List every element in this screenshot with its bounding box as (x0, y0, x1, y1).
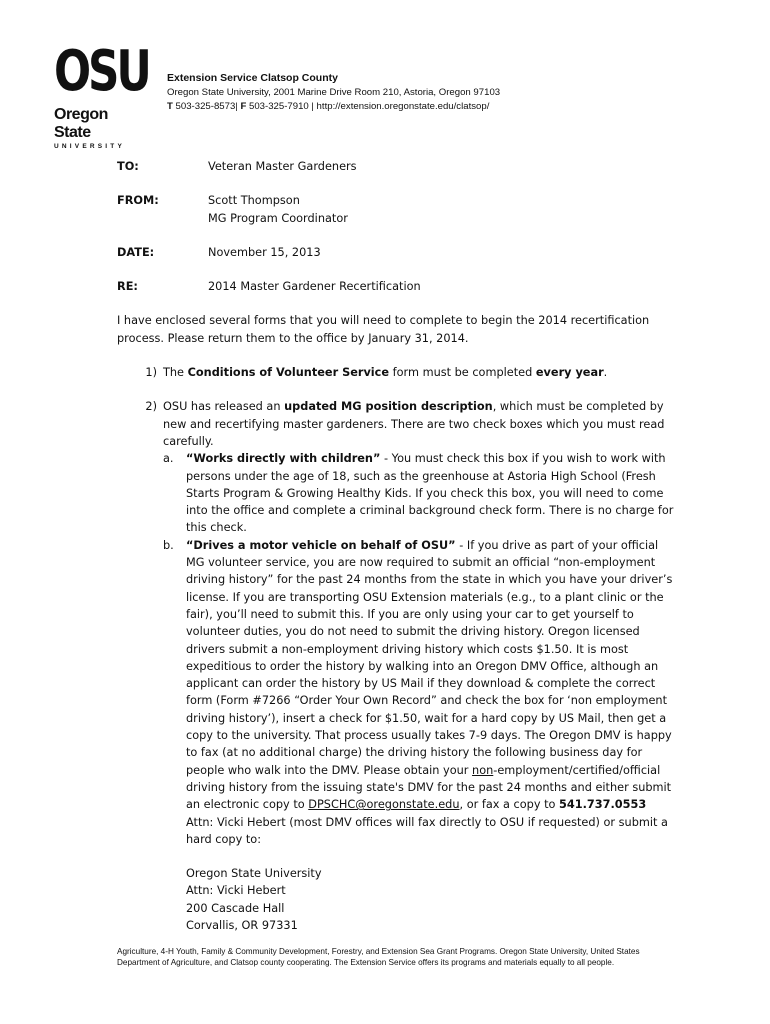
org-name: Extension Service Clatsop County (167, 72, 338, 84)
list-item-2: 2) OSU has released an updated MG position description, which must be completed by new and recertifying master gardeners. There are two check boxes which you must read carefully. a. “Works directly with children” - You must check this box if you wish to work with persons under the age of 18, such as the greenhouse at Astoria High School (Fresh Starts Program & Growing Healthy Kids. If you check this box, you will need to come into the office and complete a criminal background check form. There is no charge for this check. b. “Drives a motor vehicle on behalf of OSU” - If you drive as part of your official MG volunteer service, you are now required to submit an official “non-employment driving history” for the past 24 months from the state in which you have your driver’s license. If you are transporting OSU Extension materials (e.g., to a plant clinic or the fair), you’ll need to submit this. If you are only using your car to get yourself to volunteer duties, you do not need to submit the driving history. Oregon licensed drivers submit a non-employment driving history which costs $1.50. It is most expeditious to order the history by walking into an Oregon DMV Office, although an applicant can order the history by US Mail if they download & complete the correct form (Form #7266 “Order Your Own Record” and check the box for ‘non employment driving history’), insert a check for $1.50, wait for a hard copy by US Mail, then get a copy to the university. That process usually takes 7-9 days. The Oregon DMV is happy to fax (at no additional charge) the driving history the following business day for people who walk into the DMV. Please obtain your non-employment/certified/official driving history from the issuing state's DMV for the past 24 months and either submit an electronic copy to DPSCHC@oregonstate.edu, or fax a copy to 541.737.0553 Attn: Vicki Hebert (most DMV offices will fax directly to OSU if requested) or submit a hard copy to: Oregon State University Attn: Vicki Hebert 200 Cascade Hall Corvallis, OR 97331 (117, 398, 677, 934)
sub-item-b: b. “Drives a motor vehicle on behalf of OSU” - If you drive as part of your official MG volunteer service, you are now required to submit an official “non-employment driving history” for the past 24 months from the state in which you have your driver’s license. If you are transporting OSU Extension materials (e.g., to a plant clinic or the fair), you’ll need to submit this. If you are only using your car to get yourself to volunteer duties, you do not need to submit the driving history. Oregon licensed drivers submit a non-employment driving history which costs $1.50. It is most expeditious to order the history by walking into an Oregon DMV Office, although an applicant can order the history by US Mail if they download & complete the correct form (Form #7266 “Order Your Own Record” and check the box for ‘non employment driving history’), insert a check for $1.50, wait for a hard copy by US Mail, then get a copy to the university. That process usually takes 7-9 days. The Oregon DMV is happy to fax (at no additional charge) the driving history the following business day for people who walk into the DMV. Please obtain your non-employment/certified/official driving history from the issuing state's DMV for the past 24 months and either submit an electronic copy to DPSCHC@oregonstate.edu, or fax a copy to 541.737.0553 Attn: Vicki Hebert (most DMV offices will fax directly to OSU if requested) or submit a hard copy to: Oregon State University Attn: Vicki Hebert 200 Cascade Hall Corvallis, OR 97331 (163, 537, 677, 935)
logo-mark: OSU (54, 39, 149, 104)
memo-from: FROM: Scott Thompson MG Program Coordinator (117, 194, 348, 225)
org-contact: T 503-325-8573| F 503-325-7910 | http://extension.oregonstate.edu/clatsop/ (167, 101, 490, 112)
logo-sub: UNIVERSITY (54, 143, 126, 150)
sub-item-a: a. “Works directly with children” - You must check this box if you wish to work with persons under the age of 18, such as the greenhouse at Astoria High School (Fresh Starts Program & Growing Healthy Kids. If you check this box, you will need to come into the office and complete a criminal background check form. There is no charge for this check. (163, 452, 674, 535)
letterhead (167, 70, 500, 114)
intro-paragraph: I have enclosed several forms that you will need to complete to begin the 2014 recertification process. Please return them to the office by January 31, 2014. (117, 314, 650, 345)
memo-date: DATE: November 15, 2013 (117, 245, 321, 259)
list-item-1: 1) The Conditions of Volunteer Service form must be completed every year. (145, 366, 608, 380)
memo-body (117, 158, 677, 934)
osu-logo (54, 39, 149, 150)
memo-re: RE: 2014 Master Gardener Recertification (117, 280, 421, 294)
mailing-address: Oregon State University Attn: Vicki Hebert 200 Cascade Hall Corvallis, OR 97331 (186, 867, 322, 932)
footer-notice: Agriculture, 4-H Youth, Family & Community Development, Forestry, and Extension Sea Grant Programs. Oregon State University, United States Department of Agriculture, and Clatsop county cooperating. The Extension Service offers its programs and materials equally to all people. (117, 947, 640, 967)
memo-to: TO: Veteran Master Gardeners (117, 160, 357, 173)
logo-name: Oregon State (54, 106, 108, 141)
org-address: Oregon State University, 2001 Marine Drive Room 210, Astoria, Oregon 97103 (167, 87, 501, 98)
email-link[interactable]: DPSCHC@oregonstate.edu (308, 798, 460, 812)
